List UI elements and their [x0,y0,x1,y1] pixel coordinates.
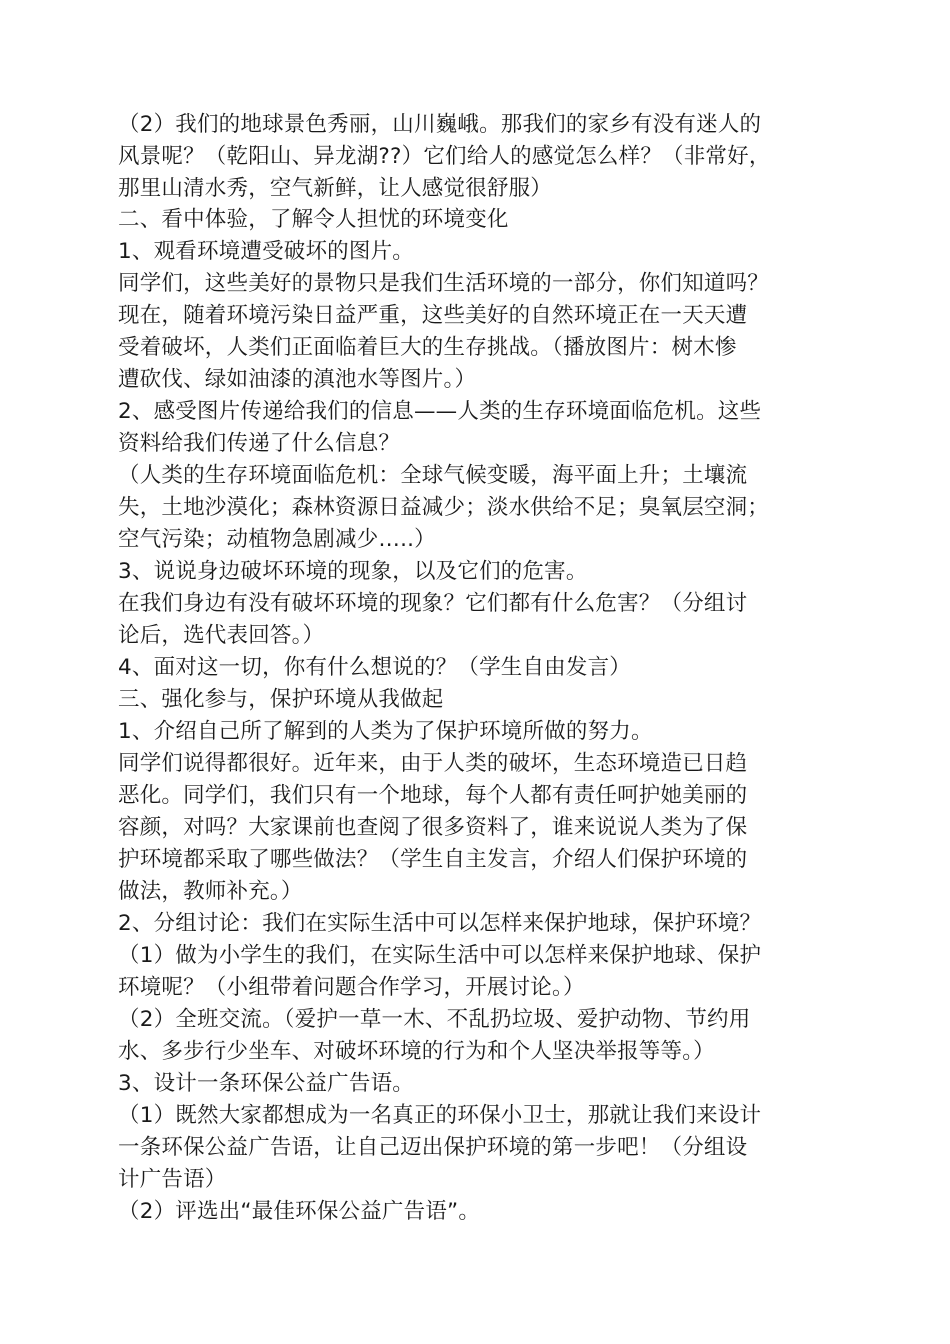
section-heading: 二、看中体验，了解令人担忧的环境变化 [118,207,509,232]
text-line: 风景呢？（乾阳山、异龙湖??）它们给人的感觉怎么样？（非常好， [118,144,771,169]
text-line: 计广告语） [118,1167,227,1192]
text-line: 2、分组讨论：我们在实际生活中可以怎样来保护地球，保护环境？ [118,911,762,936]
text-line: 一条环保公益广告语，让自己迈出保护环境的第一步吧！（分组设 [118,1135,748,1160]
text-line: 恶化。同学们，我们只有一个地球，每个人都有责任呵护她美丽的 [118,783,748,808]
text-line: 那里山清水秀，空气新鲜，让人感觉很舒服） [118,176,553,201]
text-line: 3、设计一条环保公益广告语。 [118,1071,414,1096]
text-line: 1、介绍自己所了解到的人类为了保护环境所做的努力。 [118,719,653,744]
text-line: 在我们身边有没有破坏环境的现象？它们都有什么危害？（分组讨 [118,591,748,616]
text-line: 论后，选代表回答。） [118,623,325,648]
text-line: 空气污染；动植物急剧减少…..） [118,527,436,552]
text-line: （1）既然大家都想成为一名真正的环保小卫士，那就让我们来设计 [118,1103,762,1128]
text-line: 环境呢？（小组带着问题合作学习，开展讨论。） [118,975,585,1000]
text-line: （人类的生存环境面临危机：全球气候变暖，海平面上升；土壤流 [118,463,748,488]
text-line: （1）做为小学生的我们，在实际生活中可以怎样来保护地球、保护 [118,943,762,968]
text-line: 4、面对这一切，你有什么想说的？（学生自由发言） [118,655,631,680]
text-line: 资料给我们传递了什么信息？ [118,431,401,456]
text-line: 同学们说得都很好。近年来，由于人类的破坏，生态环境造已日趋 [118,751,748,776]
text-line: 遭砍伐、绿如油漆的滇池水等图片。） [118,367,477,392]
text-line: 容颜，对吗？大家课前也查阅了很多资料了，谁来说说人类为了保 [118,815,748,840]
text-line: 失，土地沙漠化；森林资源日益减少；淡水供给不足；臭氧层空洞； [118,495,770,520]
text-line: 1、观看环境遭受破坏的图片。 [118,239,414,264]
text-line: 3、说说身边破坏环境的现象，以及它们的危害。 [118,559,588,584]
text-line: 做法，教师补充。） [118,879,303,904]
text-line: 2、感受图片传递给我们的信息——人类的生存环境面临危机。这些 [118,399,762,424]
text-line: （2）全班交流。（爱护一草一木、不乱扔垃圾、爱护动物、节约用 [118,1007,751,1032]
text-line: 护环境都采取了哪些做法？（学生自主发言，介绍人们保护环境的 [118,847,748,872]
text-line: 同学们，这些美好的景物只是我们生活环境的一部分，你们知道吗？ [118,271,770,296]
section-heading: 三、强化参与，保护环境从我做起 [118,687,444,712]
text-line: 水、多步行少坐车、对破坏环境的行为和个人坚决举报等等。） [118,1039,715,1064]
text-line: 受着破坏，人类们正面临着巨大的生存挑战。（播放图片：树木惨 [118,335,737,360]
text-line: （2）评选出“最佳环保公益广告语”。 [118,1199,481,1224]
text-line: （2）我们的地球景色秀丽，山川巍峨。那我们的家乡有没有迷人的 [118,112,762,137]
text-line: 现在，随着环境污染日益严重，这些美好的自然环境正在一天天遭 [118,303,748,328]
